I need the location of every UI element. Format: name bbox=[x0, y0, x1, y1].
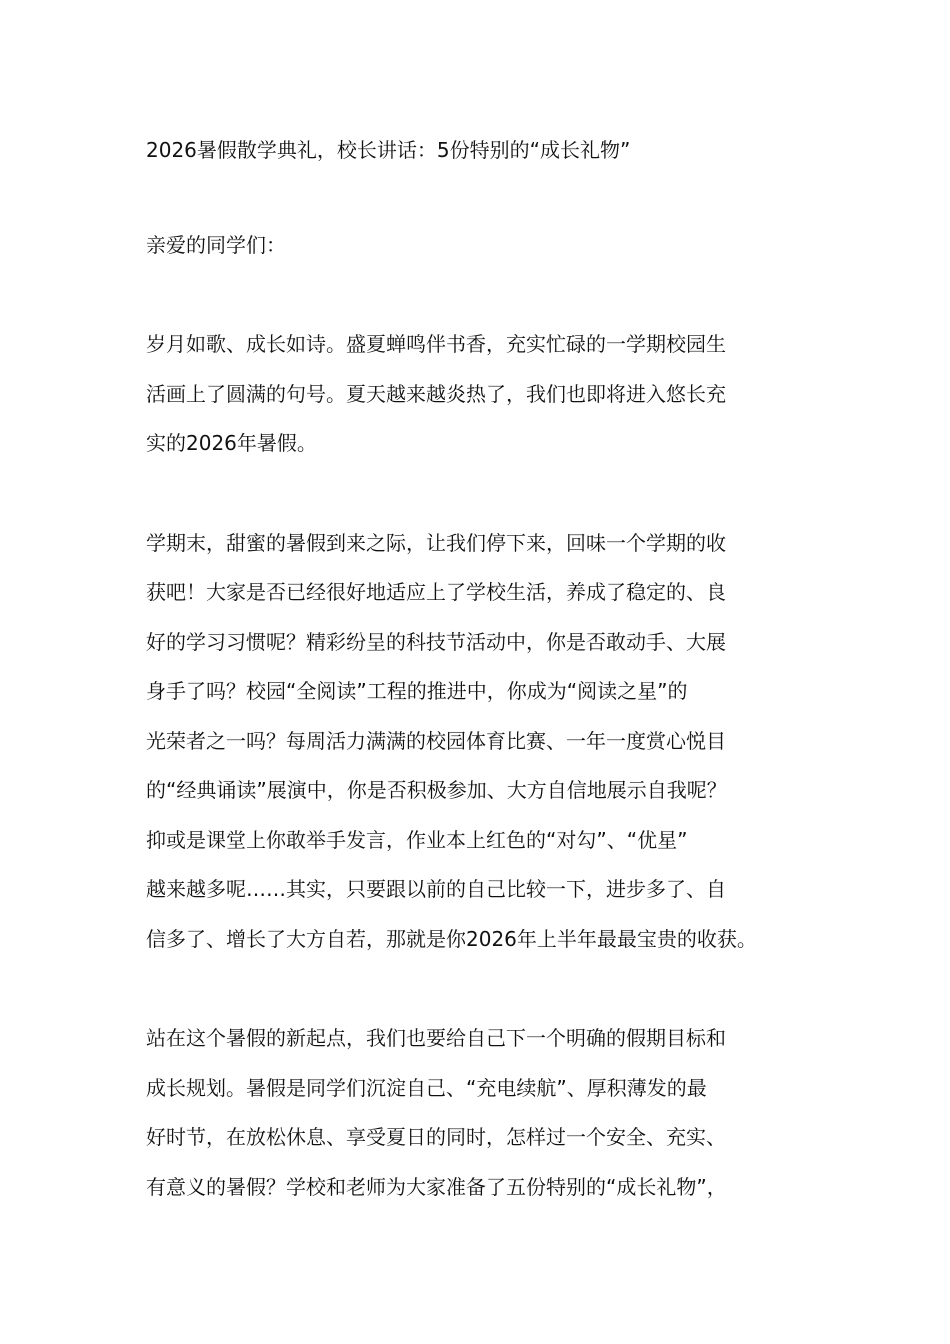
paragraph-line: 活画上了圆满的句号。夏天越来越炎热了，我们也即将进入悠长充 bbox=[146, 381, 726, 406]
paragraph-line: 成长规划。暑假是同学们沉淀自己、“充电续航”、厚积薄发的最 bbox=[146, 1075, 707, 1100]
paragraph-line: 光荣者之一吗？每周活力满满的校园体育比赛、一年一度赏心悦目 bbox=[146, 728, 726, 753]
paragraph-line: 抑或是课堂上你敢举手发言，作业本上红色的“对勾”、“优星” bbox=[146, 827, 688, 852]
paragraph-line: 站在这个暑假的新起点，我们也要给自己下一个明确的假期目标和 bbox=[146, 1026, 726, 1050]
paragraph-line: 信多了、增长了大方自若，那就是你2026年上半年最最宝贵的收获。 bbox=[146, 926, 757, 951]
greeting: 亲爱的同学们： bbox=[146, 233, 286, 257]
spacer bbox=[146, 469, 836, 519]
paragraph-line: 获吧！大家是否已经很好地适应上了学校生活，养成了稳定的、良 bbox=[146, 580, 726, 604]
spacer bbox=[146, 170, 836, 225]
spacer bbox=[146, 265, 836, 320]
paragraph bbox=[146, 519, 836, 965]
paragraph-line: 越来越多呢……其实，只要跟以前的自己比较一下，进步多了、自 bbox=[146, 877, 726, 901]
paragraph-line: 好的学习习惯呢？精彩纷呈的科技节活动中，你是否敢动手、大展 bbox=[146, 629, 726, 654]
paragraph-line: 学期末，甜蜜的暑假到来之际，让我们停下来，回味一个学期的收 bbox=[146, 530, 726, 555]
paragraph-line: 实的2026年暑假。 bbox=[146, 431, 317, 455]
paragraph-line: 岁月如歌、成长如诗。盛夏蝉鸣伴书香，充实忙碌的一学期校园生 bbox=[146, 332, 726, 356]
paragraph-line: 身手了吗？校园“全阅读”工程的推进中，你成为“阅读之星”的 bbox=[146, 679, 688, 703]
paragraph bbox=[146, 320, 836, 469]
paragraph-line: 好时节，在放松休息、享受夏日的同时，怎样过一个安全、充实、 bbox=[146, 1125, 726, 1149]
spacer bbox=[146, 964, 836, 1014]
document-body bbox=[146, 130, 836, 1212]
paragraph-line: 的“经典诵读”展演中，你是否积极参加、大方自信地展示自我呢？ bbox=[146, 778, 727, 802]
document-title: 2026暑假散学典礼，校长讲话：5份特别的“成长礼物” bbox=[146, 138, 631, 162]
paragraph-line: 有意义的暑假？学校和老师为大家准备了五份特别的“成长礼物”， bbox=[146, 1174, 727, 1199]
paragraph bbox=[146, 1014, 836, 1212]
